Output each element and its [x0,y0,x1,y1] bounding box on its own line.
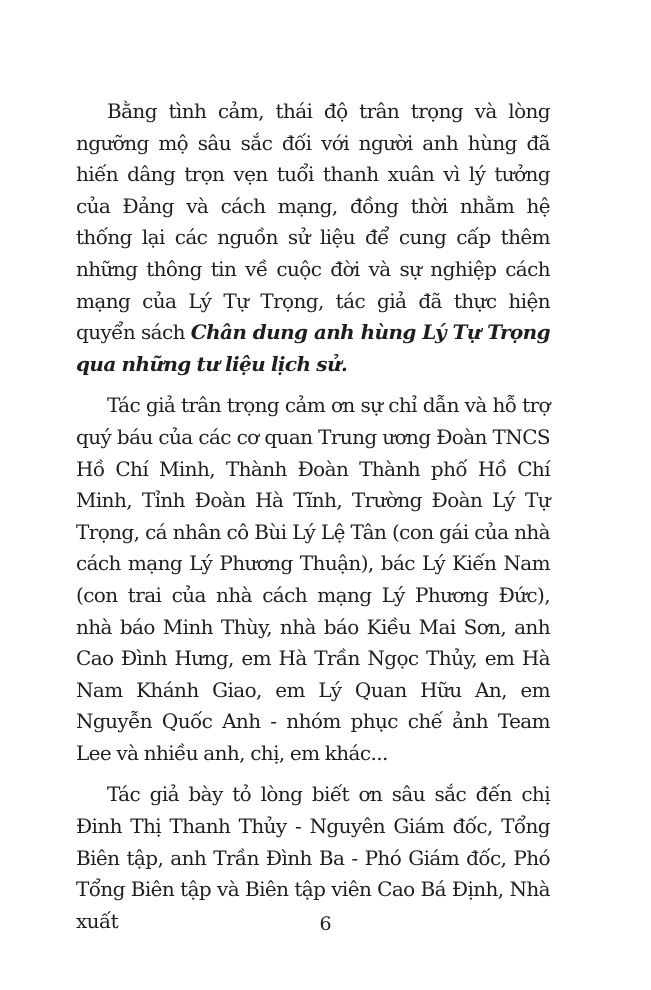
paragraph-1 [76,96,550,380]
paragraph-2-text: Tác giả trân trọng cảm ơn sự chỉ dẫn và hỗ trợ quý báu của các cơ quan Trung ương Đoàn TNCS Hồ Chí Minh, Thành Đoàn Thành phố Hồ Chí Minh, Tỉnh Đoàn Hà Tĩnh, Trường Đoàn Lý Tự Trọng, cá nhân cô Bùi Lý Lệ Tân (con gái của nhà cách mạng Lý Phương Thuận), bác Lý Kiến Nam (con trai của nhà cách mạng Lý Phương Đức), nhà báo Minh Thùy, nhà báo Kiều Mai Sơn, anh Cao Đình Hưng, em Hà Trần Ngọc Thủy, em Hà Nam Khánh Giao, em Lý Quan Hữu An, em Nguyễn Quốc Anh - nhóm phục chế ảnh Team Lee và nhiều anh, chị, em khác... [76,393,550,765]
body-text [76,96,550,937]
paragraph-1-text: Bằng tình cảm, thái độ trân trọng và lòng ngưỡng mộ sâu sắc đối với người anh hùng đã hiến dâng trọn vẹn tuổi thanh xuân vì lý tưởng của Đảng và cách mạng, đồng thời nhằm hệ thống lại các nguồn sử liệu để cung cấp thêm những thông tin về cuộc đời và sự nghiệp cách mạng của Lý Tự Trọng, tác giả đã thực hiện quyển sách [76,99,550,345]
paragraph-2 [76,390,550,769]
book-title: Chân dung anh hùng Lý Tự Trọng qua những tư liệu lịch sử. [76,320,550,376]
paragraph-3-text: Tác giả bày tỏ lòng biết ơn sâu sắc đến chị Đinh Thị Thanh Thủy - Nguyên Giám đốc, Tổng Biên tập, anh Trần Đình Ba - Phó Giám đốc, Phó Tổng Biên tập và Biên tập viên Cao Bá Định, Nhà xuất [76,782,550,933]
page-number: 6 [319,913,332,935]
